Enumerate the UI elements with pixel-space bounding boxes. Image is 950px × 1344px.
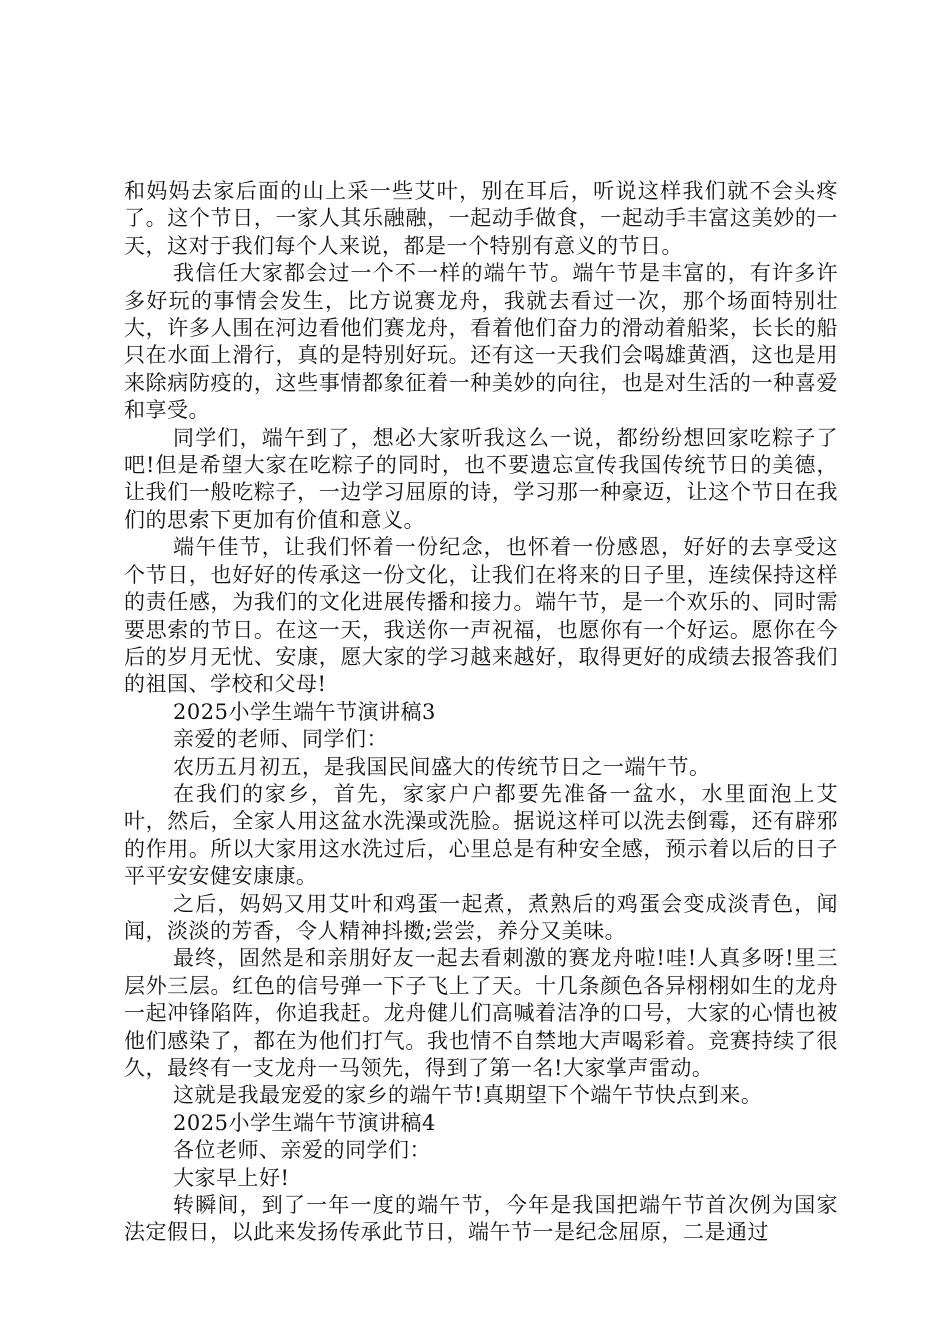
paragraph: 在我们的家乡，首先，家家户户都要先准备一盆水，水里面泡上艾叶，然后，全家人用这盆水洗澡或洗脸。据说这样可以洗去倒霉，还有辟邪的作用。所以大家用这水洗过后，心里总是有种安全感，预示着以后的日子平平安安健安康康。 — [124, 781, 838, 889]
paragraph: 端午佳节，让我们怀着一份纪念，也怀着一份感恩，好好的去享受这个节日，也好好的传承这一份文化，让我们在将来的日子里，连续保持这样的责任感，为我们的文化进展传播和接力。端午节，是一个欢乐的、同时需要思索的节日。在这一天，我送你一声祝福，也愿你有一个好运。愿你在今后的岁月无忧、安康，愿大家的学习越来越好，取得更好的成绩去报答我们的祖国、学校和父母! — [124, 535, 838, 697]
document-body — [124, 178, 838, 1247]
paragraph: 转瞬间，到了一年一度的端午节，今年是我国把端午节首次例为国家法定假日，以此来发扬传承此节日，端午节一是纪念屈原，二是通过 — [124, 1193, 838, 1245]
salutation: 各位老师、亲爱的同学们： — [173, 1138, 431, 1163]
section-heading: 2025小学生端午节演讲稿3 — [173, 699, 436, 724]
paragraph-continuation: 和妈妈去家后面的山上采一些艾叶，别在耳后，听说这样我们就不会头疼了。这个节日，一家人其乐融融，一起动手做食，一起动手丰富这美妙的一天，这对于我们每个人来说，都是一个特别有意义的节日。 — [124, 179, 838, 258]
greeting: 大家早上好! — [173, 1165, 290, 1190]
section-heading: 2025小学生端午节演讲稿4 — [173, 1110, 436, 1135]
paragraph: 同学们，端午到了，想必大家听我这么一说，都纷纷想回家吃粽子了吧!但是希望大家在吃粽子的同时，也不要遗忘宣传我国传统节日的美德，让我们一般吃粽子，一边学习屈原的诗，学习那一种豪迈，让这个节日在我们的思索下更加有价值和意义。 — [124, 425, 838, 532]
paragraph: 这就是我最宠爱的家乡的端午节!真期望下个端午节快点到来。 — [173, 1083, 763, 1108]
paragraph: 我信任大家都会过一个不一样的端午节。端午节是丰富的，有许多许多好玩的事情会发生，比方说赛龙舟，我就去看过一次，那个场面特别壮大，许多人围在河边看他们赛龙舟，看着他们奋力的滑动着船桨，长长的船只在水面上滑行，真的是特别好玩。还有这一天我们会喝雄黄酒，这也是用来除病防疫的，这些事情都象征着一种美妙的向往，也是对生活的一种喜爱和享受。 — [124, 261, 838, 423]
paragraph: 农历五月初五，是我国民间盛大的传统节日之一端午节。 — [173, 754, 711, 779]
salutation: 亲爱的老师、同学们： — [173, 727, 388, 752]
paragraph: 之后，妈妈又用艾叶和鸡蛋一起煮，煮熟后的鸡蛋会变成淡青色，闻闻，淡淡的芳香，令人精神抖擞;尝尝，养分又美味。 — [124, 891, 838, 943]
paragraph: 最终，固然是和亲朋好友一起去看刺激的赛龙舟啦!哇!人真多呀!里三层外三层。红色的信号弹一下子飞上了天。十几条颜色各异栩栩如生的龙舟一起冲锋陷阵，你追我赶。龙舟健儿们高喊着洁净的口号，大家的心情也被他们感染了，都在为他们打气。我也情不自禁地大声喝彩着。竞赛持续了很久，最终有一支龙舟一马领先，得到了第一名!大家掌声雷动。 — [124, 946, 838, 1080]
